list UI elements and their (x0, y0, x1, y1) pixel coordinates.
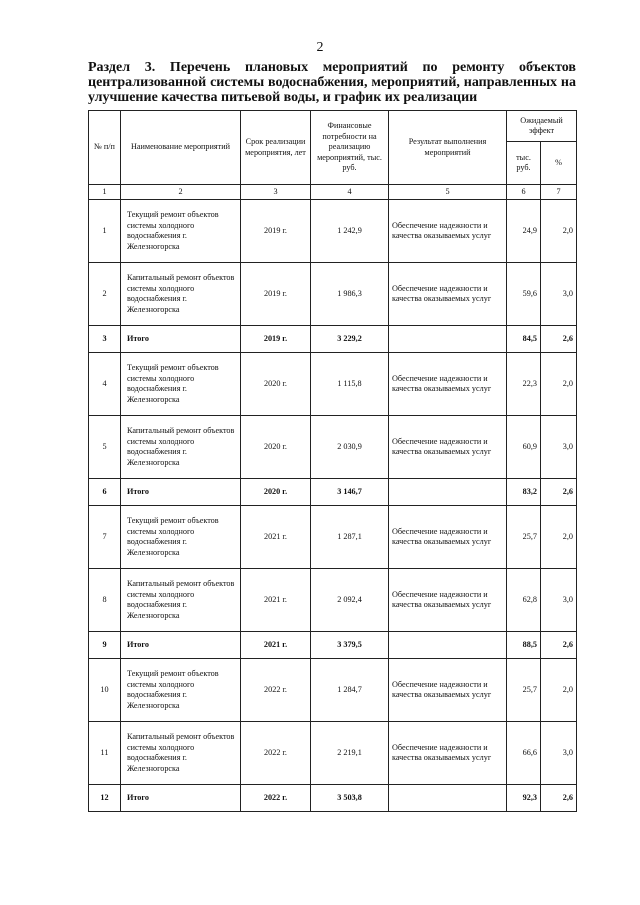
header-name: Наименование мероприятий (121, 111, 241, 185)
measure-result (389, 632, 507, 659)
row-number: 10 (89, 659, 121, 722)
measure-cost: 1 986,3 (311, 263, 389, 326)
row-number: 1 (89, 200, 121, 263)
measure-term: 2020 г. (241, 353, 311, 416)
row-number: 2 (89, 263, 121, 326)
header-finance: Финансовые потребности на реализацию мероприятий, тыс. руб. (311, 111, 389, 185)
table-row (89, 416, 577, 479)
effect-pct: 2,6 (541, 785, 577, 812)
measure-name: Итого (121, 632, 241, 659)
effect-rub: 83,2 (507, 479, 541, 506)
measures-table (88, 110, 577, 812)
measure-result: Обеспечение надежности и качества оказываемых услуг (389, 659, 507, 722)
row-number: 8 (89, 569, 121, 632)
row-number: 7 (89, 506, 121, 569)
measure-term: 2021 г. (241, 569, 311, 632)
measure-result: Обеспечение надежности и качества оказываемых услуг (389, 722, 507, 785)
measure-result: Обеспечение надежности и качества оказываемых услуг (389, 353, 507, 416)
table-row (89, 200, 577, 263)
effect-pct: 2,6 (541, 632, 577, 659)
effect-rub: 62,8 (507, 569, 541, 632)
measure-result: Обеспечение надежности и качества оказываемых услуг (389, 569, 507, 632)
effect-rub: 92,3 (507, 785, 541, 812)
measure-cost: 2 030,9 (311, 416, 389, 479)
measure-term: 2020 г. (241, 479, 311, 506)
effect-pct: 2,0 (541, 353, 577, 416)
measure-term: 2022 г. (241, 659, 311, 722)
effect-pct: 3,0 (541, 722, 577, 785)
col-number: 2 (121, 185, 241, 200)
measure-term: 2019 г. (241, 263, 311, 326)
measure-cost: 3 503,8 (311, 785, 389, 812)
header-result: Результат выполнения мероприятий (389, 111, 507, 185)
measure-result (389, 785, 507, 812)
effect-pct: 2,6 (541, 326, 577, 353)
measure-name: Текущий ремонт объектов системы холодного водоснабжения г. Железногорска (121, 353, 241, 416)
table-row (89, 506, 577, 569)
col-number: 6 (507, 185, 541, 200)
measure-term: 2022 г. (241, 722, 311, 785)
measure-name: Капитальный ремонт объектов системы холодного водоснабжения г. Железногорска (121, 416, 241, 479)
measure-name: Капитальный ремонт объектов системы холодного водоснабжения г. Железногорска (121, 569, 241, 632)
measure-cost: 2 092,4 (311, 569, 389, 632)
measure-result (389, 479, 507, 506)
header-effect: Ожидаемый эффект (507, 111, 577, 142)
section-title: Раздел 3. Перечень плановых мероприятий по ремонту объектов централизованной системы водоснабжения, мероприятий, направленных на улучшение качества питьевой воды, и график их реализации (88, 60, 576, 105)
measure-term: 2022 г. (241, 785, 311, 812)
header-row (89, 111, 577, 142)
measure-result: Обеспечение надежности и качества оказываемых услуг (389, 506, 507, 569)
measure-name: Итого (121, 785, 241, 812)
total-row (89, 326, 577, 353)
table-row (89, 569, 577, 632)
col-number: 3 (241, 185, 311, 200)
table-row (89, 353, 577, 416)
header-term: Срок реализации мероприятия, лет (241, 111, 311, 185)
col-number: 1 (89, 185, 121, 200)
col-number: 5 (389, 185, 507, 200)
effect-rub: 59,6 (507, 263, 541, 326)
measure-term: 2021 г. (241, 506, 311, 569)
effect-rub: 22,3 (507, 353, 541, 416)
header-effect-rub: тыс. руб. (507, 142, 541, 185)
row-number: 4 (89, 353, 121, 416)
measure-term: 2021 г. (241, 632, 311, 659)
measure-cost: 3 146,7 (311, 479, 389, 506)
effect-rub: 84,5 (507, 326, 541, 353)
row-number: 5 (89, 416, 121, 479)
total-row (89, 632, 577, 659)
table-row (89, 659, 577, 722)
effect-rub: 25,7 (507, 506, 541, 569)
effect-rub: 24,9 (507, 200, 541, 263)
row-number: 12 (89, 785, 121, 812)
header-num: № п/п (89, 111, 121, 185)
measure-term: 2019 г. (241, 326, 311, 353)
effect-rub: 60,9 (507, 416, 541, 479)
measure-name: Текущий ремонт объектов системы холодного водоснабжения г. Железногорска (121, 506, 241, 569)
effect-pct: 3,0 (541, 416, 577, 479)
measure-cost: 1 242,9 (311, 200, 389, 263)
row-number: 9 (89, 632, 121, 659)
effect-pct: 3,0 (541, 569, 577, 632)
measure-cost: 2 219,1 (311, 722, 389, 785)
effect-pct: 2,0 (541, 200, 577, 263)
effect-rub: 66,6 (507, 722, 541, 785)
row-number: 3 (89, 326, 121, 353)
table-row (89, 722, 577, 785)
col-number: 7 (541, 185, 577, 200)
total-row (89, 785, 577, 812)
measure-cost: 3 229,2 (311, 326, 389, 353)
effect-pct: 2,6 (541, 479, 577, 506)
effect-pct: 3,0 (541, 263, 577, 326)
effect-pct: 2,0 (541, 659, 577, 722)
column-numbers-row (89, 185, 577, 200)
page-number: 2 (316, 40, 324, 55)
measure-name: Капитальный ремонт объектов системы холодного водоснабжения г. Железногорска (121, 263, 241, 326)
measure-name: Итого (121, 326, 241, 353)
measure-result: Обеспечение надежности и качества оказываемых услуг (389, 263, 507, 326)
measure-result (389, 326, 507, 353)
row-number: 6 (89, 479, 121, 506)
measure-cost: 1 284,7 (311, 659, 389, 722)
total-row (89, 479, 577, 506)
measure-result: Обеспечение надежности и качества оказываемых услуг (389, 416, 507, 479)
measure-name: Текущий ремонт объектов системы холодного водоснабжения г. Железногорска (121, 200, 241, 263)
measure-name: Текущий ремонт объектов системы холодного водоснабжения г. Железногорска (121, 659, 241, 722)
effect-rub: 25,7 (507, 659, 541, 722)
measure-name: Капитальный ремонт объектов системы холодного водоснабжения г. Железногорска (121, 722, 241, 785)
row-number: 11 (89, 722, 121, 785)
measure-cost: 3 379,5 (311, 632, 389, 659)
table-row (89, 263, 577, 326)
measure-cost: 1 287,1 (311, 506, 389, 569)
col-number: 4 (311, 185, 389, 200)
measure-term: 2019 г. (241, 200, 311, 263)
measure-result: Обеспечение надежности и качества оказываемых услуг (389, 200, 507, 263)
measure-name: Итого (121, 479, 241, 506)
table-body (89, 200, 577, 812)
effect-rub: 88,5 (507, 632, 541, 659)
effect-pct: 2,0 (541, 506, 577, 569)
header-effect-pct: % (541, 142, 577, 185)
measure-term: 2020 г. (241, 416, 311, 479)
measure-cost: 1 115,8 (311, 353, 389, 416)
